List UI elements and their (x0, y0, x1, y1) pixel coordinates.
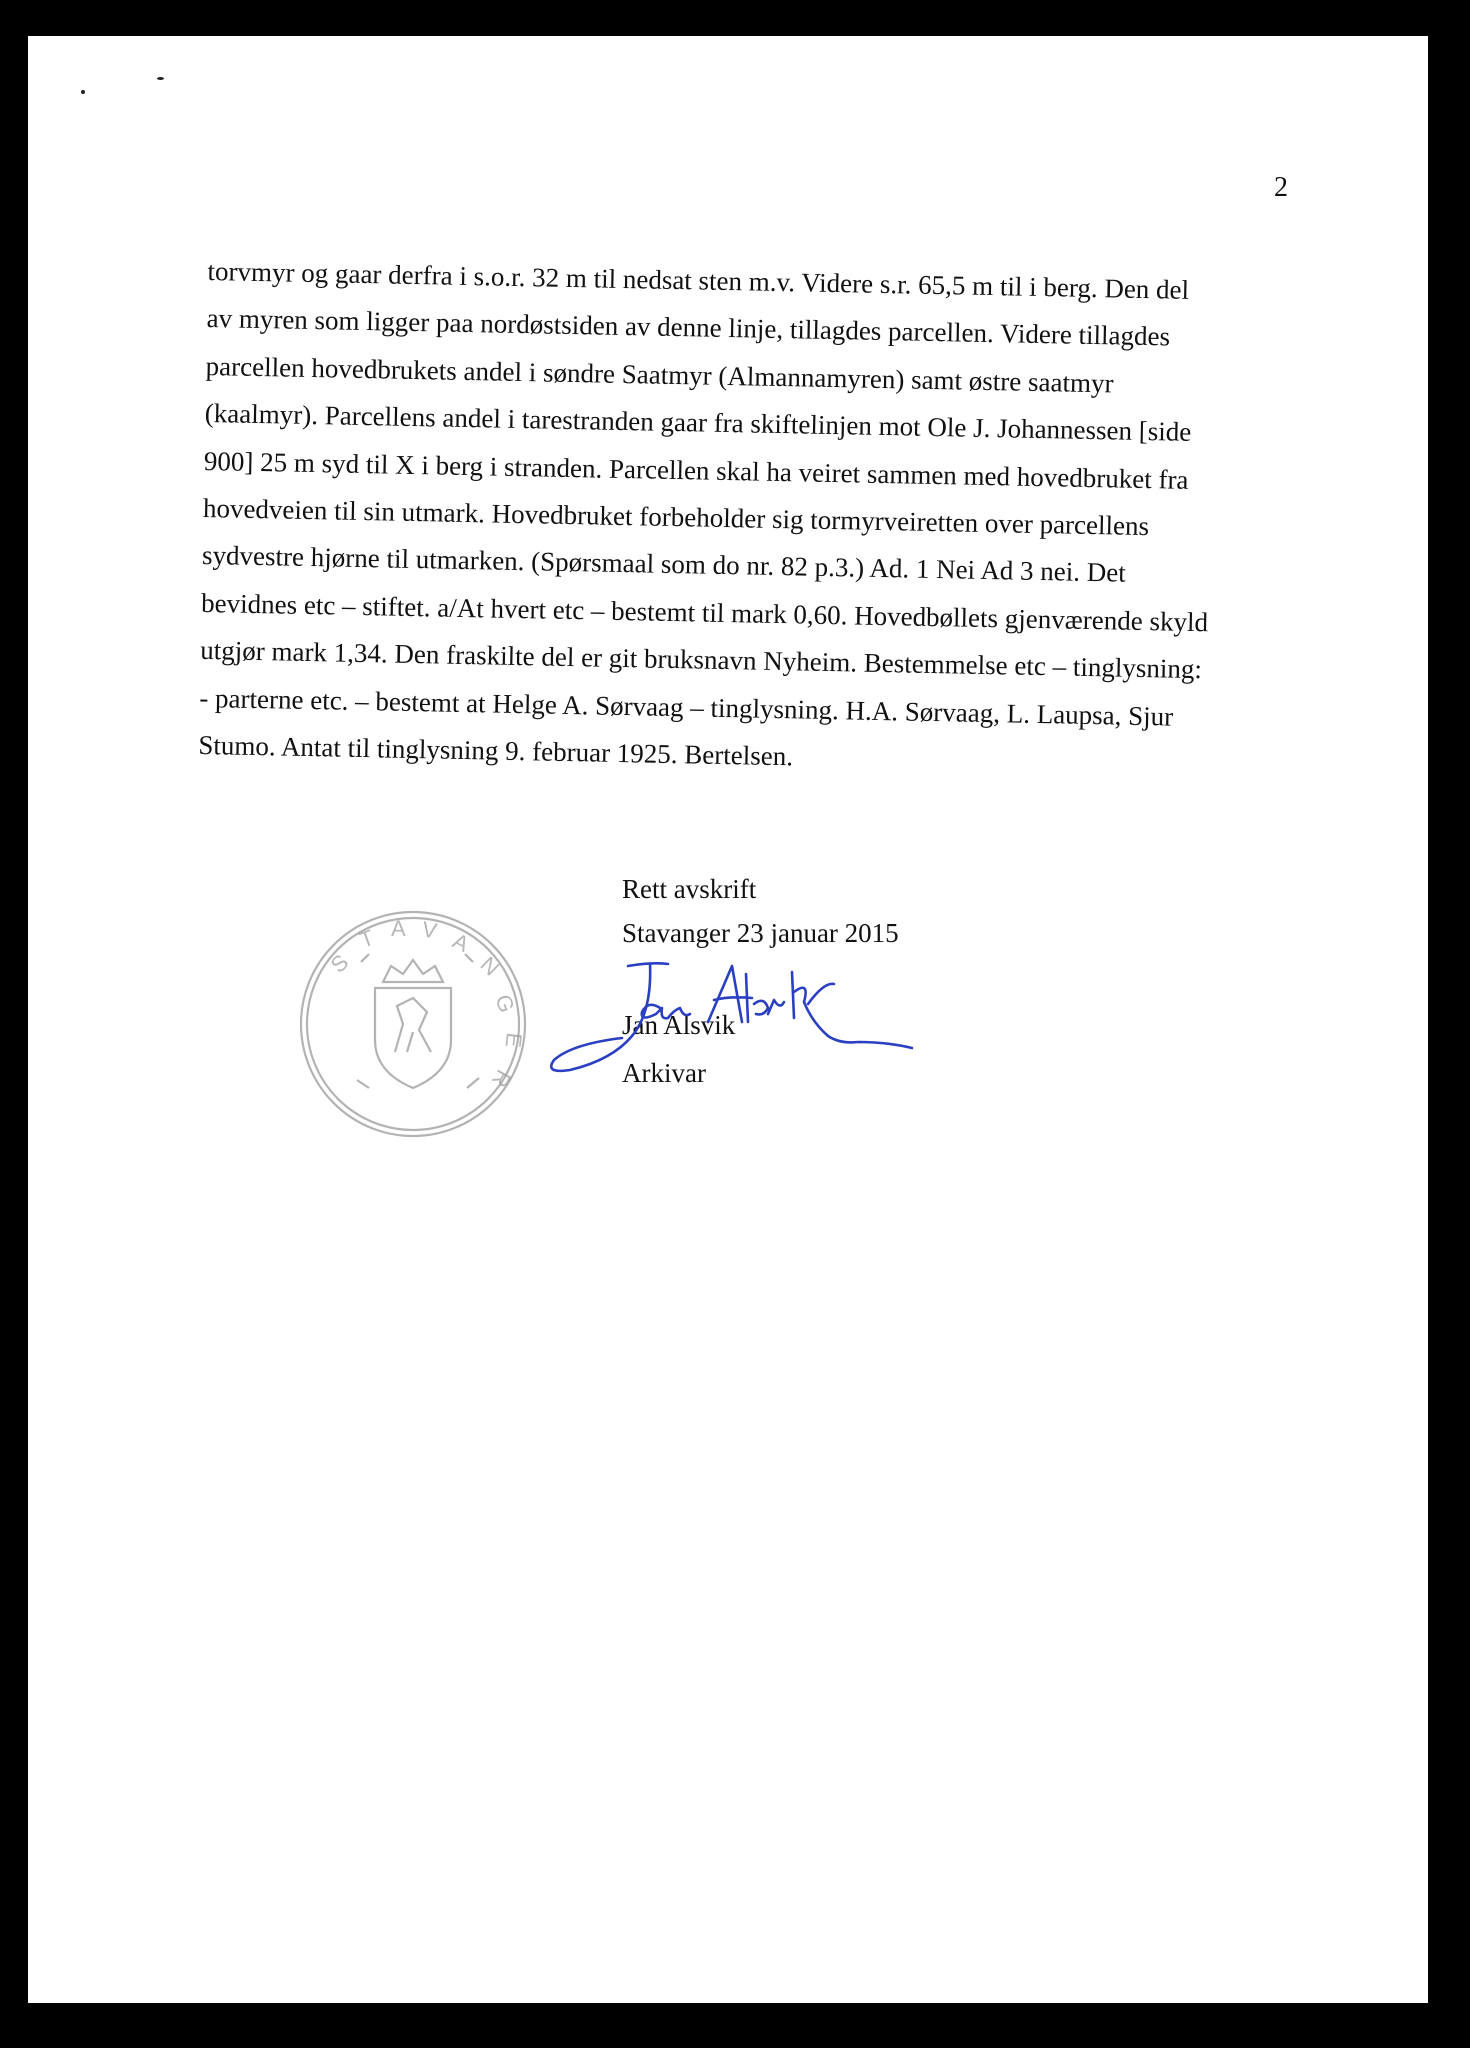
svg-text:A: A (391, 916, 406, 941)
svg-text:A: A (448, 928, 473, 957)
svg-text:V: V (420, 916, 439, 944)
signer-name: Jan Alsvik (622, 1010, 736, 1040)
scan-speck (157, 77, 164, 80)
document-page (28, 36, 1428, 2003)
svg-text:E: E (500, 1031, 527, 1049)
body-line: sydvestre hjørne til utmarken. (Spørsmaal som do nr. 82 p.3.) Ad. 1 Nei Ad 3 nei. Det (201, 540, 1127, 589)
body-line: hovedveien til sin utmark. Hovedbruket forbeholder sig tormyrveiretten over parcellens (202, 492, 1150, 542)
svg-text:R: R (486, 1065, 517, 1092)
svg-text:T: T (356, 924, 378, 953)
body-line: - parterne etc. – bestemt at Helge A. Sørvaag – tinglysning. H.A. Sørvaag, L. Laupsa, Sjur (199, 682, 1174, 732)
body-line: (kaalmyr). Parcellens andel i tarestranden gaar fra skiftelinjen mot Ole J. Johannessen [side (204, 398, 1192, 448)
place-date: Stavanger 23 januar 2015 (622, 918, 899, 948)
body-text (198, 248, 1318, 791)
svg-text:S: S (325, 949, 354, 978)
scan-speck (81, 90, 85, 94)
certification-text: Rett avskrift (622, 874, 757, 904)
body-line: av myren som ligger paa nordøstsiden av denne linje, tillagdes parcellen. Videre tillagdes (206, 303, 1171, 352)
svg-text:G: G (490, 991, 520, 1016)
body-line: parcellen hovedbrukets andel i søndre Saatmyr (Almannamyren) samt østre saatmyr (205, 350, 1114, 399)
handwritten-signature-icon (528, 952, 928, 1092)
svg-text:N: N (475, 951, 505, 981)
signer-title: Arkivar (622, 1058, 706, 1088)
body-line: torvmyr og gaar derfra i s.o.r. 32 m til nedsat sten m.v. Videre s.r. 65,5 m til i berg. Den del (207, 255, 1190, 305)
body-line: 900] 25 m syd til X i berg i stranden. Parcellen skal ha veiret sammen med hovedbruket fra (203, 445, 1189, 495)
body-line: bevidnes etc – stiftet. a/At hvert etc – bestemt til mark 0,60. Hovedbøllets gjenværende skyld (200, 587, 1209, 638)
body-line: utgjør mark 1,34. Den fraskilte del er git bruksnavn Nyheim. Bestemmelse etc – tinglysning: (199, 635, 1203, 685)
page-number: 2 (1274, 172, 1288, 203)
archive-seal-stamp-icon (291, 902, 536, 1147)
body-line: Stumo. Antat til tinglysning 9. februar 1925. Bertelsen. (198, 729, 794, 772)
